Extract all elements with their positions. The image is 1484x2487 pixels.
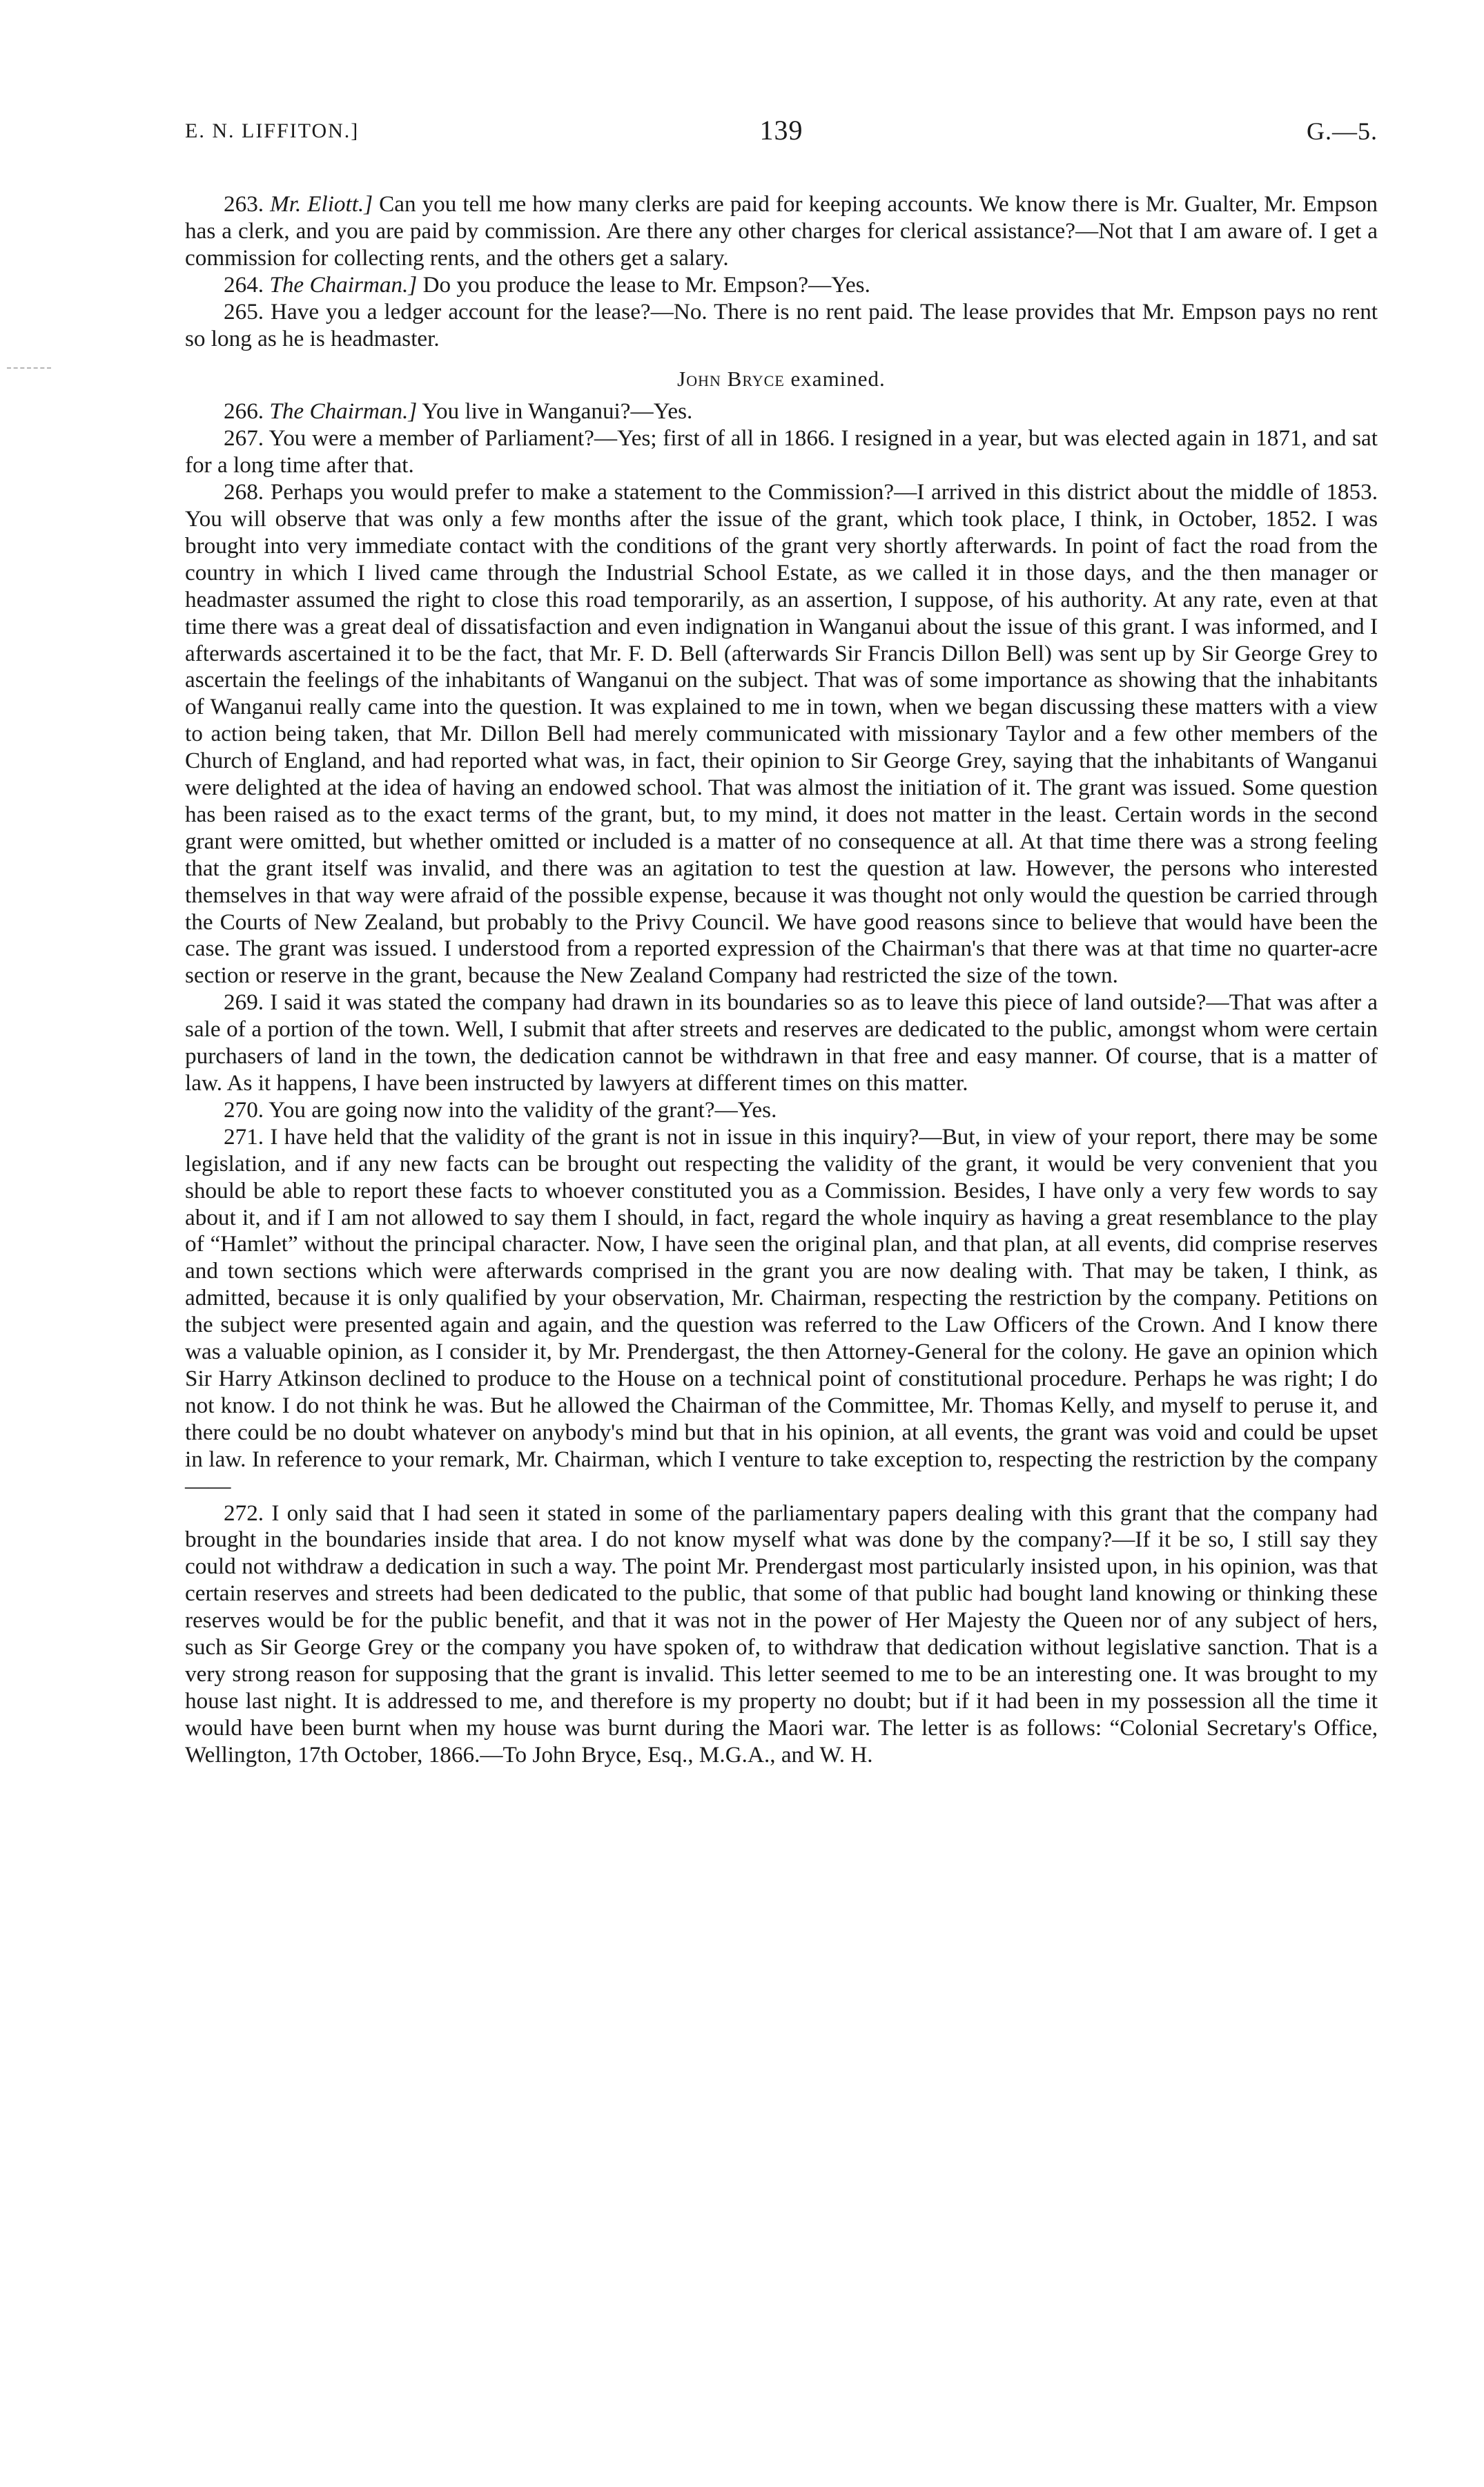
question-text: I said it was stated the company had drawn in its boundaries so as to leave this piece of land outside?—That was after a sale of a portion of the town. Well, I submit that after streets and reserves are dedicated to the public, amongst whom were certain purchasers of land in the town, the dedication cannot be withdrawn in that free and easy manner. Of course, that is a matter of law. As it happens, I have been instructed by lawyers at different times on this matter. bbox=[185, 989, 1378, 1096]
question-264 bbox=[185, 272, 1378, 299]
question-number: 272. bbox=[224, 1500, 264, 1526]
document-page bbox=[185, 114, 1378, 1769]
question-number: 269. bbox=[224, 989, 264, 1016]
question-text: I only said that I had seen it stated in some of the parliamentary papers dealing with this grant that the company had brought in the boundaries inside that area. I do not know myself what was done by the company?—If it be so, I still say they could not withdraw a dedication in such a way. The point Mr. Prendergast most particularly insisted upon, in his opinion, was that certain reserves and streets had been dedicated to the public, that some of that public had bought land knowing or thinking these reserves would be for the public benefit, and that it was not in the power of Her Majesty the Queen nor of any subject of hers, such as Sir George Grey or the company you have spoken of, to withdraw that dedication without legislative sanction. That is a very strong reason for supposing that the grant is invalid. This letter seemed to me to be an interesting one. It was brought to my house last night. It is addressed to me, and therefore is my property no doubt; but if it had been in my possession all the time it would have been burnt when my house was burnt during the Maori war. The letter is as follows: “Colonial Secretary's Office, Wellington, 17th October, 1866.—To John Bryce, Esq., M.G.A., and W. H. bbox=[185, 1500, 1378, 1768]
question-number: 266. bbox=[224, 398, 264, 425]
page-number: 139 bbox=[759, 115, 803, 146]
witness-name-header: E. N. LIFFITON.] bbox=[185, 119, 360, 142]
question-number: 265. bbox=[224, 298, 264, 325]
question-text: You are going now into the validity of the grant?—Yes. bbox=[269, 1096, 777, 1123]
question-text: I have held that the validity of the grant is not in issue in this inquiry?—But, in view of your report, there may be some legislation, and if any new facts can be brought out respecting the validity of the grant, it would be very convenient that you should be able to report these facts to whoever constituted you as a Commission. Besides, I have only a very few words to say about it, and if I am not allowed to say them I should, in fact, regard the whole inquiry as having a great resemblance to the play of “Hamlet” without the principal character. Now, I have seen the original plan, and that plan, at all events, did comprise reserves and town sections which were afterwards comprised in the grant you are now dealing with. That may be taken, I think, as admitted, because it is only qualified by your observation, Mr. Chairman, respecting the restriction by the company. Petitions on the subject were presented again and again, and the question was referred to the Law Officers of the Crown. And I know there was a valuable opinion, as I consider it, by Mr. Prendergast, the then Attorney-General for the colony. He gave an opinion which Sir Harry Atkinson declined to produce to the House on a technical point of constitutional procedure. Perhaps he was right; I do not know. I do not think he was. But he allowed the Chairman of the Committee, Mr. Thomas Kelly, and myself to peruse it, and there could be no doubt whatever on anybody's mind but that in his opinion, at all events, the grant was void and could be upset in law. In reference to your remark, Mr. Chairman, which I venture to take exception to, respecting the restriction by the company—— bbox=[185, 1123, 1378, 1499]
running-header bbox=[185, 114, 1378, 155]
question-text: Have you a ledger account for the lease?—No. There is no rent paid. The lease provides that Mr. Empson pays no rent so long as he is headmaster. bbox=[185, 298, 1378, 351]
question-text: You were a member of Parliament?—Yes; first of all in 1866. I resigned in a year, but was elected again in 1871, and sat for a long time after that. bbox=[185, 425, 1378, 478]
witness-name: John Bryce bbox=[677, 367, 785, 391]
question-268 bbox=[185, 479, 1378, 989]
question-text: Perhaps you would prefer to make a statement to the Commission?—I arrived in this district about the middle of 1853. You will observe that was only a few months after the issue of the grant, which took place, I think, in October, 1852. I was brought into very immediate contact with the conditions of the grant very shortly afterwards. In point of fact the road from the country in which I lived came through the Industrial School Estate, as we called it in those days, and the then manager or headmaster assumed the right to close this road temporarily, as an assertion, I suppose, of his authority. At any rate, even at that time there was a great deal of dissatisfaction and even indignation in Wanganui about the issue of this grant. I was informed, and I afterwards ascertained it to be the fact, that Mr. F. D. Bell (afterwards Sir Francis Dillon Bell) was sent up by Sir George Grey to ascertain the feelings of the inhabitants of Wanganui on the subject. That was of some importance as showing that the inhabitants of Wanganui really came into the question. It was explained to me in town, when we began discussing these matters with a view to action being taken, that Mr. Dillon Bell had merely communicated with missionary Taylor and a few other members of the Church of England, and had reported what was, in fact, their opinion to Sir George Grey, saying that the inhabitants of Wanganui were delighted at the idea of having an endowed school. That was almost the initiation of it. The grant was issued. Some question has been raised as to the exact terms of the grant, but, to my mind, it does not matter in the least. Certain words in the second grant were omitted, but whether omitted or included is a matter of no consequence at all. At that time there was a strong feeling that the grant itself was invalid, and there was an agitation to test the question at law. However, the persons who interested themselves in that way were afraid of the possible expense, because it was thought not only would the question be carried through the Courts of New Zealand, but probably to the Privy Council. We have good reasons since to believe that would have been the case. The grant was issued. I understood from a reported expression of the Chairman's that there was at that time no quarter-acre section or reserve in the grant, because the New Zealand Company had restricted the size of the town. bbox=[185, 479, 1378, 989]
question-272 bbox=[185, 1500, 1378, 1769]
question-text: Can you tell me how many clerks are paid for keeping accounts. We know there is Mr. Gualter, Mr. Empson has a clerk, and you are paid by commission. Are there any other charges for clerical assistance?—Not that I am aware of. I get a commission for collecting rents, and the others get a salary. bbox=[185, 191, 1378, 271]
question-number: 270. bbox=[224, 1096, 264, 1123]
question-text: You live in Wanganui?—Yes. bbox=[422, 398, 693, 425]
speaker-label: The Chairman.] bbox=[269, 271, 418, 298]
question-text: Do you produce the lease to Mr. Empson?—Yes. bbox=[422, 271, 870, 298]
question-number: 264. bbox=[224, 271, 264, 298]
question-271 bbox=[185, 1124, 1378, 1500]
question-270 bbox=[185, 1097, 1378, 1124]
question-266 bbox=[185, 398, 1378, 425]
speaker-label: The Chairman.] bbox=[269, 398, 418, 425]
page-body bbox=[185, 191, 1378, 1769]
question-263 bbox=[185, 191, 1378, 272]
question-number: 268. bbox=[224, 479, 264, 505]
margin-mark bbox=[7, 367, 51, 370]
speaker-label: Mr. Eliott.] bbox=[270, 191, 373, 217]
question-number: 267. bbox=[224, 425, 264, 452]
witness-heading bbox=[185, 366, 1378, 393]
question-265 bbox=[185, 299, 1378, 353]
question-number: 263. bbox=[224, 191, 264, 217]
question-number: 271. bbox=[224, 1123, 264, 1150]
witness-heading-suffix: examined. bbox=[790, 367, 886, 391]
paper-reference: G.—5. bbox=[1307, 117, 1378, 145]
question-269 bbox=[185, 989, 1378, 1097]
question-267 bbox=[185, 425, 1378, 479]
